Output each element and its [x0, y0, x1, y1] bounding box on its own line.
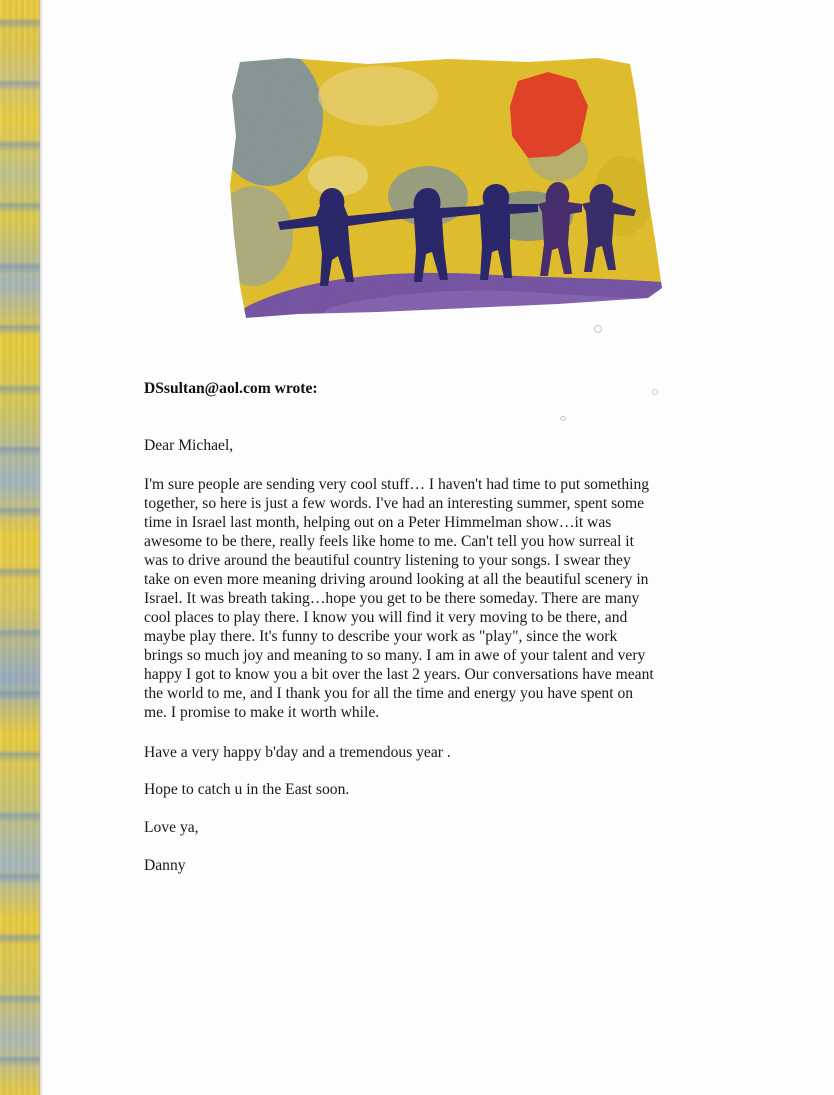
paper-speck: [594, 325, 602, 333]
body-line: me. I promise to make it worth while.: [144, 704, 380, 721]
sender-email-line: DSsultan@aol.com wrote:: [144, 380, 318, 397]
decorative-side-strip: [0, 0, 40, 1095]
salutation: Dear Michael,: [144, 437, 234, 454]
body-line: together, so here is just a few words. I've had an interesting summer, spent some: [144, 495, 645, 512]
body-line: happy I got to know you a bit over the last 2 years. Our conversations have meant: [144, 666, 654, 683]
body-line: awesome to be there, really feels like home to me. Can't tell you how surreal it: [144, 533, 634, 550]
letter-body: [144, 475, 654, 722]
body-line: I'm sure people are sending very cool stuff… I haven't had time to put something: [144, 476, 650, 493]
body-line: time in Israel last month, helping out on a Peter Himmelman show…it was: [144, 514, 612, 531]
body-line: Israel. It was breath taking…hope you get to be there someday. There are many: [144, 590, 640, 607]
body-line: take on even more meaning driving around looking at all the beautiful scenery in: [144, 571, 649, 588]
birthday-line: Have a very happy b'day and a tremendous year .: [144, 744, 451, 761]
paper-speck: [560, 416, 566, 421]
body-line: cool places to play there. I know you will find it very moving to be there, and: [144, 609, 628, 626]
hope-line: Hope to catch u in the East soon.: [144, 781, 350, 798]
signature: Danny: [144, 857, 186, 874]
people-holding-hands-artwork: [228, 56, 662, 318]
body-line: was to drive around the beautiful country listening to your songs. I swear they: [144, 552, 631, 569]
closing-line: Love ya,: [144, 819, 199, 836]
body-line: brings so much joy and meaning to so many. I am in awe of your talent and very: [144, 647, 646, 664]
paper-speck: [652, 389, 658, 395]
body-line: maybe play there. It's funny to describe your work as "play", since the work: [144, 628, 618, 645]
body-line: the world to me, and I thank you for all the time and energy you have spent on: [144, 685, 634, 702]
